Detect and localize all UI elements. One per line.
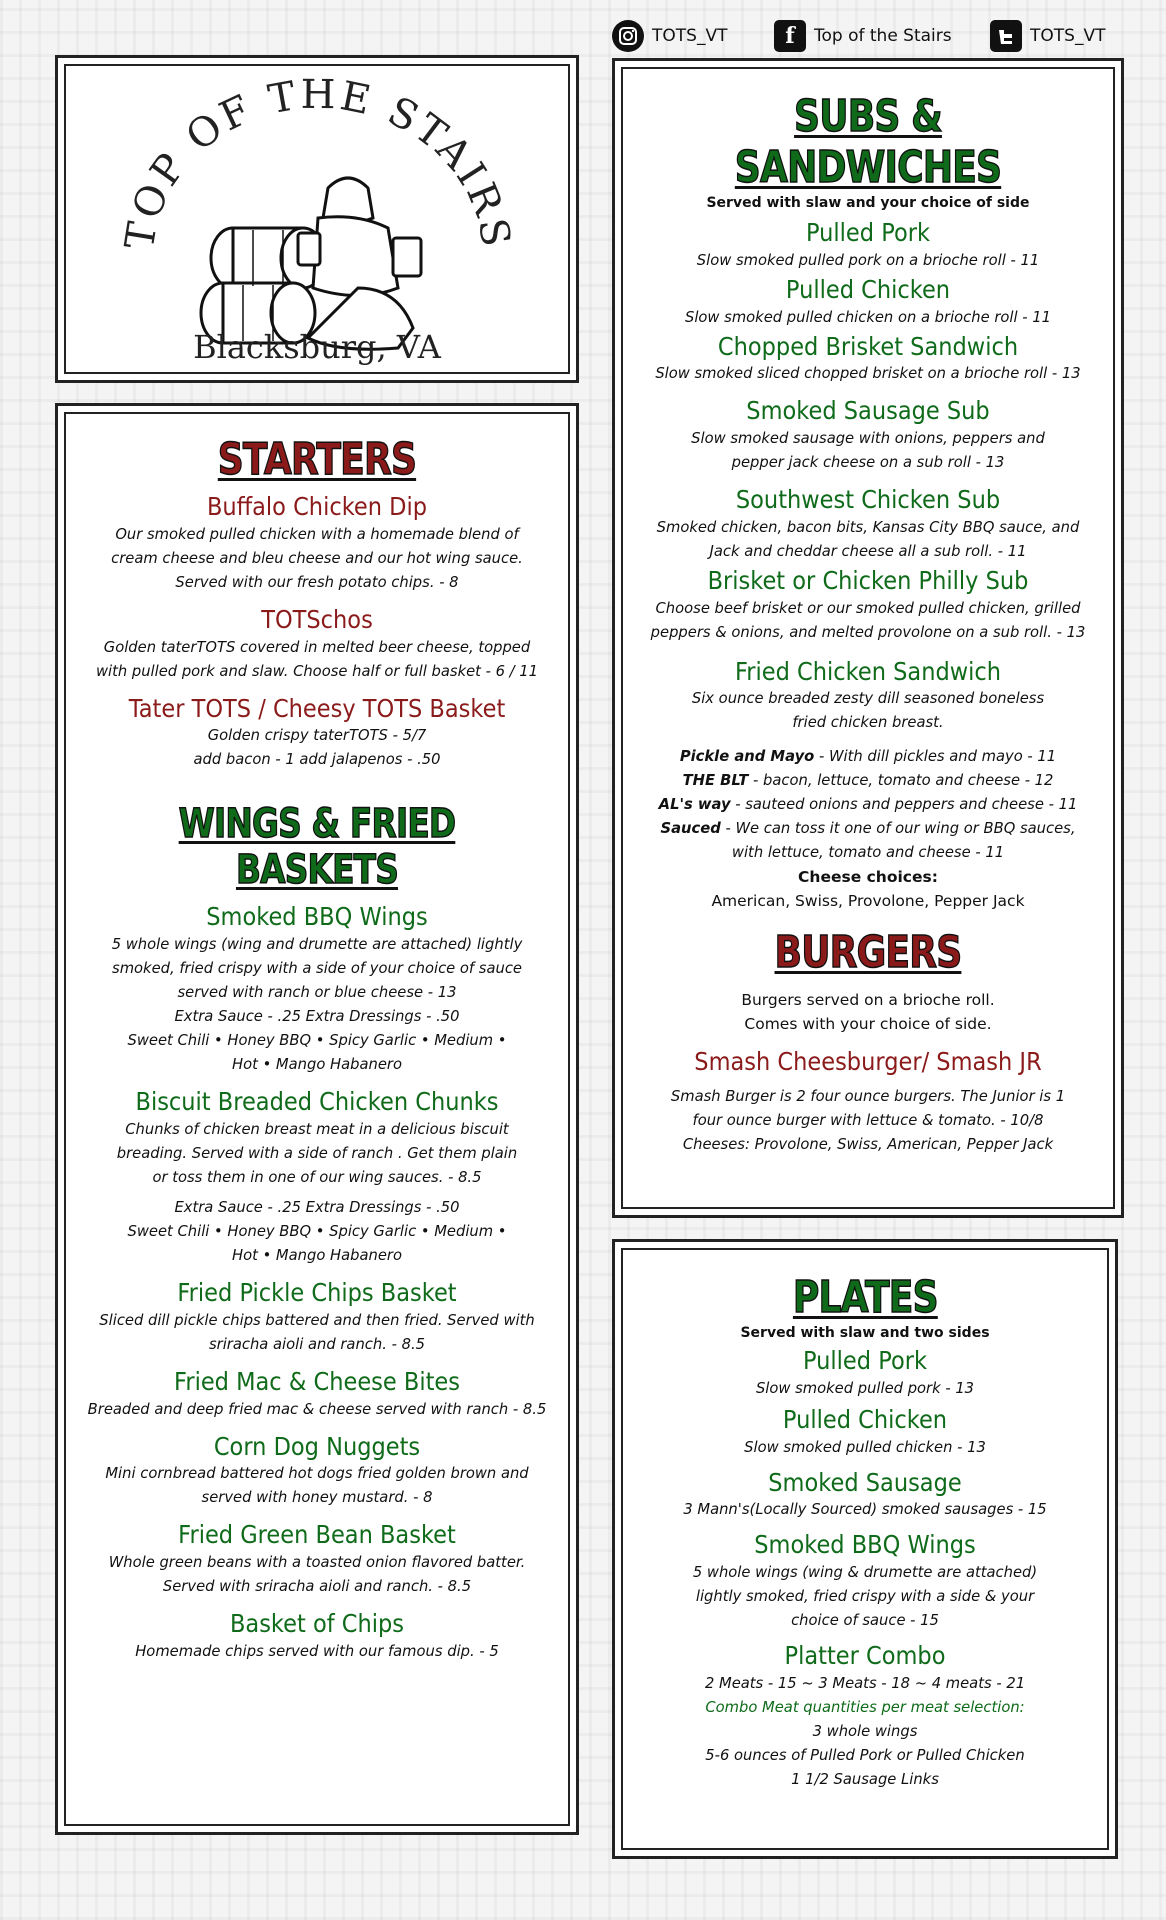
menu-item xyxy=(629,1347,1101,1400)
item-desc: Slow smoked pulled pork on a brioche roll - 11 xyxy=(696,250,1040,269)
item-desc: Choose beef brisket or our smoked pulled chicken, grilled peppers & onions, and melted provolone on a sub roll. - 13 xyxy=(650,598,1086,641)
subs-subtitle: Served with slaw and your choice of side xyxy=(706,195,1030,211)
item-name: Buffalo Chicken Dip xyxy=(206,492,428,521)
item-desc: Slow smoked pulled chicken - 13 xyxy=(744,1437,986,1456)
item-name: Pulled Pork xyxy=(802,1346,928,1375)
item-desc: Smash Burger is 2 four ounce burgers. The Junior is 1 four ounce burger with lettuce & tomato. - 10/8 Cheeses: Provolone, Swiss, American, Pepper Jack xyxy=(670,1087,1066,1154)
cheese-list: American, Swiss, Provolone, Pepper Jack xyxy=(711,891,1025,910)
cheese-label: Cheese choices: xyxy=(798,867,938,886)
item-name: Fried Mac & Cheese Bites xyxy=(174,1366,460,1396)
menu-item xyxy=(629,1406,1101,1459)
item-name: Smash Cheesburger/ Smash JR xyxy=(694,1046,1042,1076)
item-name: Fried Pickle Chips Basket xyxy=(177,1278,457,1308)
combo-note: Combo Meat quantities per meat selection: xyxy=(705,1697,1025,1716)
item-name: Southwest Chicken Sub xyxy=(735,485,1001,515)
subs-heading: SUBS & SANDWICHES xyxy=(734,91,1002,193)
item-desc: Slow smoked pulled chicken on a brioche roll - 11 xyxy=(684,307,1052,326)
menu-item xyxy=(629,397,1107,474)
menu-item xyxy=(629,219,1107,272)
menu-item xyxy=(72,1279,562,1356)
item-desc: Our smoked pulled chicken with a homemade blend of cream cheese and bleu cheese and our hot wing sauce. Served with our fresh potato chips. - 8 xyxy=(111,524,523,591)
item-desc: Breaded and deep fried mac & cheese served with ranch - 8.5 xyxy=(87,1399,547,1418)
item-name: Smoked BBQ Wings xyxy=(754,1530,976,1560)
item-desc: Slow smoked sliced chopped brisket on a brioche roll - 13 xyxy=(655,364,1081,383)
logo-panel xyxy=(55,55,579,383)
wings-heading: WINGS & FRIED BASKETS xyxy=(178,801,456,894)
variant-tail: with lettuce, tomato and cheese - 11 xyxy=(731,843,1005,862)
menu-item xyxy=(72,1088,562,1267)
variant-line: Pickle and Mayo - With dill pickles and mayo - 11 xyxy=(679,747,1057,766)
menu-item xyxy=(629,333,1107,386)
item-desc: Smoked chicken, bacon bits, Kansas City BBQ sauce, and Jack and cheddar cheese all a sub roll. - 11 xyxy=(656,517,1080,560)
menu-item xyxy=(629,1531,1101,1632)
item-name: Pulled Chicken xyxy=(782,1404,948,1434)
facebook-link[interactable] xyxy=(774,18,952,54)
item-name: Chopped Brisket Sandwich xyxy=(717,331,1019,361)
item-desc: Golden crispy taterTOTS - 5/7 add bacon - 1 add jalapenos - .50 xyxy=(193,726,441,769)
menu-item xyxy=(72,493,562,594)
instagram-link[interactable] xyxy=(612,18,727,54)
combo-prices: 2 Meats - 15 ~ 3 Meats - 18 ~ 4 meats - 21 xyxy=(704,1673,1026,1692)
combo-lines: 3 whole wings 5-6 ounces of Pulled Pork or Pulled Chicken 1 1/2 Sausage Links xyxy=(705,1721,1025,1788)
menu-item xyxy=(72,1610,562,1663)
logo-town: Blacksburg, VA xyxy=(193,328,441,366)
burgers-intro: Burgers served on a brioche roll. Comes with your choice of side. xyxy=(741,990,995,1033)
item-name: Smoked Sausage xyxy=(768,1467,962,1497)
sandwich-variants xyxy=(641,744,1095,864)
item-name: Smoked BBQ Wings xyxy=(206,902,428,932)
starters-heading: STARTERS xyxy=(217,434,417,485)
item-name: Pulled Chicken xyxy=(785,274,951,304)
menu-item xyxy=(629,1642,1101,1791)
menu-item xyxy=(72,1521,562,1598)
item-extra: Extra Sauce - .25 Extra Dressings - .50 Sweet Chili • Honey BBQ • Spicy Garlic • Medium • Hot • Mango Habanero xyxy=(127,1198,507,1265)
item-name: Tater TOTS / Cheesy TOTS Basket xyxy=(128,693,506,723)
item-desc: Whole green beans with a toasted onion flavored batter. Served with sriracha aioli and ranch. - 8.5 xyxy=(108,1553,526,1596)
menu-item xyxy=(629,486,1107,563)
subs-burgers-panel xyxy=(612,58,1124,1218)
burgers-heading: BURGERS xyxy=(774,926,962,978)
variant-line: Sauced - We can toss it one of our wing or BBQ sauces, xyxy=(660,819,1076,838)
plates-panel xyxy=(612,1239,1118,1859)
menu-item xyxy=(629,1469,1101,1522)
item-desc: Slow smoked sausage with onions, peppers and pepper jack cheese on a sub roll - 13 xyxy=(691,429,1045,472)
item-desc: Sliced dill pickle chips battered and then fried. Served with sriracha aioli and ranch. - 8.5 xyxy=(99,1310,535,1353)
menu-item xyxy=(72,903,562,1076)
item-name: Fried Chicken Sandwich xyxy=(734,656,1002,686)
item-desc: Chunks of chicken breast meat in a delicious biscuit breading. Served with a side of ranch . Get them plain or toss them in one of our wing sauces. - 8.5 xyxy=(116,1119,518,1186)
item-name: Platter Combo xyxy=(784,1641,946,1671)
menu-item xyxy=(72,1368,562,1421)
instagram-icon xyxy=(612,20,644,52)
item-desc: Mini cornbread battered hot dogs fried golden brown and served with honey mustard. - 8 xyxy=(105,1464,529,1507)
left-menu-panel xyxy=(55,403,579,1835)
item-desc: Homemade chips served with our famous dip. - 5 xyxy=(135,1641,499,1660)
item-name: Smoked Sausage Sub xyxy=(746,396,990,426)
menu-item xyxy=(629,658,1107,735)
plates-subtitle: Served with slaw and two sides xyxy=(740,1325,990,1341)
twitter-icon xyxy=(990,20,1022,52)
item-name: Pulled Pork xyxy=(805,218,931,247)
plates-heading: PLATES xyxy=(792,1272,938,1323)
item-name: TOTSchos xyxy=(261,604,373,634)
menu-item xyxy=(629,1048,1107,1157)
logo-arc-text: TOP OF THE STAIRS xyxy=(116,71,520,253)
facebook-icon: f xyxy=(774,20,806,52)
item-name: Fried Green Bean Basket xyxy=(178,1520,456,1550)
twitter-handle: TOTS_VT xyxy=(1030,26,1106,46)
item-desc: 3 Mann's(Locally Sourced) smoked sausages - 15 xyxy=(683,1500,1047,1519)
instagram-handle: TOTS_VT xyxy=(652,26,728,46)
menu-item xyxy=(72,695,562,772)
facebook-handle: Top of the Stairs xyxy=(814,26,952,46)
item-desc: Golden taterTOTS covered in melted beer cheese, topped with pulled pork and slaw. Choose half or full basket - 6 / 11 xyxy=(95,637,539,680)
item-desc: Slow smoked pulled pork - 13 xyxy=(755,1378,975,1397)
variant-line: THE BLT - bacon, lettuce, tomato and cheese - 12 xyxy=(682,771,1054,790)
item-desc: Six ounce breaded zesty dill seasoned boneless fried chicken breast. xyxy=(691,689,1045,732)
item-name: Basket of Chips xyxy=(229,1609,405,1639)
item-name: Biscuit Breaded Chicken Chunks xyxy=(135,1087,499,1117)
item-name: Corn Dog Nuggets xyxy=(213,1431,421,1461)
menu-item xyxy=(629,567,1107,644)
item-desc: 5 whole wings (wing and drumette are attached) lightly smoked, fried crispy with a side of your choice of sauce served with ranch or blue cheese - 13 Extra Sauce - .25 Extra Dressings - .50 Sweet Chili • Honey BBQ • Spicy Garlic • Medium • Hot • Mango Habanero xyxy=(111,935,523,1074)
menu-item xyxy=(72,1433,562,1510)
menu-item xyxy=(629,276,1107,329)
twitter-link[interactable] xyxy=(990,18,1105,54)
variant-line: AL's way - sauteed onions and peppers and cheese - 11 xyxy=(658,795,1078,814)
item-desc: 5 whole wings (wing & drumette are attached) lightly smoked, fried crispy with a side & your choice of sauce - 15 xyxy=(692,1563,1038,1630)
item-name: Brisket or Chicken Philly Sub xyxy=(707,565,1029,595)
menu-item xyxy=(72,606,562,683)
